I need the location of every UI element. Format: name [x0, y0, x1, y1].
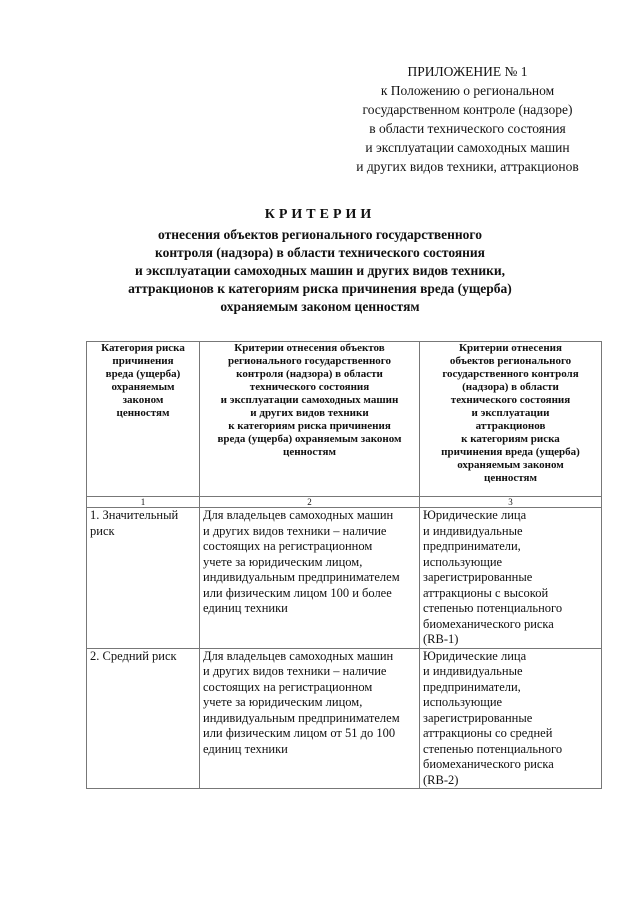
- header-risk-category: [87, 342, 200, 497]
- cell-line: биомеханического риска: [423, 616, 554, 631]
- header-line: Критерии отнесения: [459, 342, 562, 354]
- attractions-criteria-cell: [420, 648, 602, 789]
- column-number: 1: [87, 497, 200, 508]
- header-line: (надзора) в области: [462, 381, 559, 393]
- risk-category-cell: [87, 648, 200, 789]
- cell-line: и индивидуальные: [423, 664, 523, 678]
- criteria-title: КРИТЕРИИ: [264, 207, 376, 222]
- cell-line: аттракционы со средней: [423, 726, 553, 740]
- attractions-criteria-cell: [420, 508, 602, 649]
- cell-line: степенью потенциального: [423, 601, 563, 615]
- header-line: контроля (надзора) в области: [236, 368, 383, 380]
- appendix-line: государственном контроле (надзоре): [362, 102, 573, 117]
- machines-criteria-cell: [200, 648, 420, 789]
- cell-line: индивидуальным предпринимателем: [203, 710, 400, 725]
- header-line: объектов регионального: [449, 355, 572, 367]
- risk-category-cell: [87, 508, 200, 649]
- header-line: технического состояния: [249, 381, 370, 393]
- cell-line: Для владельцев самоходных машин: [203, 648, 394, 663]
- cell-line: единиц техники: [203, 741, 288, 756]
- cell-line: зарегистрированные: [423, 710, 533, 725]
- cell-line: единиц техники: [203, 601, 288, 615]
- cell-line: 1. Значительный: [90, 508, 179, 522]
- cell-line: предприниматели,: [423, 539, 521, 553]
- cell-line: состоящих на регистрационном: [203, 679, 373, 694]
- cell-line: и других видов техники – наличие: [203, 664, 387, 678]
- subtitle-line: аттракционов к категориям риска причинения вреда (ущерба): [128, 281, 512, 296]
- header-line: Критерии отнесения объектов: [234, 342, 385, 354]
- header-machines-criteria: [200, 342, 420, 497]
- appendix-line: в области технического состояния: [369, 121, 566, 136]
- header-line: аттракционов: [475, 420, 546, 432]
- risk-criteria-table: [86, 341, 602, 789]
- table-header-row: [87, 342, 602, 497]
- cell-line: учете за юридическим лицом,: [203, 695, 363, 709]
- cell-line: использующие: [423, 695, 503, 709]
- header-line: и эксплуатации: [471, 407, 550, 419]
- cell-line: предприниматели,: [423, 679, 521, 694]
- table-row: [87, 648, 602, 789]
- cell-line: учете за юридическим лицом,: [203, 554, 363, 569]
- header-line: государственного контроля: [442, 368, 579, 380]
- subtitle-line: охраняемым законом ценностям: [220, 299, 420, 314]
- header-line: и других видов техники: [250, 407, 369, 419]
- subtitle-line: отнесения объектов регионального государственного: [158, 227, 482, 242]
- cell-line: биомеханического риска: [423, 757, 554, 771]
- criteria-subtitle: [80, 226, 560, 316]
- cell-line: Для владельцев самоходных машин: [203, 508, 394, 522]
- cell-line: (RB-1): [423, 632, 459, 646]
- column-number-row: [87, 497, 602, 508]
- header-line: ценностям: [116, 407, 170, 419]
- cell-line: риск: [90, 523, 115, 538]
- header-line: ценностям: [283, 446, 336, 458]
- header-line: к категориям риска: [461, 433, 560, 445]
- cell-line: и индивидуальные: [423, 523, 523, 538]
- cell-line: Юридические лица: [423, 508, 527, 522]
- header-line: технического состояния: [450, 394, 571, 406]
- header-line: и эксплуатации самоходных машин: [220, 394, 399, 406]
- appendix-line: к Положению о региональном: [380, 83, 555, 98]
- cell-line: или физическим лицом 100 и более: [203, 585, 392, 600]
- appendix-heading: [330, 62, 605, 176]
- header-line: причинения: [112, 355, 174, 367]
- appendix-line: и других видов техники, аттракционов: [356, 159, 579, 174]
- cell-line: зарегистрированные: [423, 570, 533, 584]
- column-number: 2: [200, 497, 420, 508]
- header-line: вреда (ущерба) охраняемым законом: [217, 433, 402, 445]
- header-attractions-criteria: [420, 342, 602, 497]
- header-line: законом: [122, 394, 164, 406]
- header-line: Категория риска: [101, 342, 185, 354]
- cell-line: или физическим лицом от 51 до 100: [203, 726, 396, 740]
- cell-line: использующие: [423, 554, 503, 569]
- subtitle-line: контроля (надзора) в области технического состояния: [155, 245, 485, 260]
- cell-line: состоящих на регистрационном: [203, 539, 373, 553]
- subtitle-line: и эксплуатации самоходных машин и других видов техники,: [134, 263, 506, 278]
- header-line: ценностям: [484, 472, 537, 484]
- header-line: регионального государственного: [227, 355, 392, 367]
- cell-line: и других видов техники – наличие: [203, 523, 387, 538]
- table-row: [87, 508, 602, 649]
- header-line: причинения вреда (ущерба): [441, 446, 580, 458]
- cell-line: степенью потенциального: [423, 741, 563, 756]
- machines-criteria-cell: [200, 508, 420, 649]
- header-line: вреда (ущерба): [105, 368, 181, 380]
- cell-line: аттракционы с высокой: [423, 585, 549, 600]
- cell-line: (RB-2): [423, 772, 459, 787]
- header-line: к категориям риска причинения: [228, 420, 391, 432]
- column-number: 3: [420, 497, 602, 508]
- header-line: охраняемым: [111, 381, 175, 393]
- appendix-line: и эксплуатации самоходных машин: [365, 140, 570, 155]
- cell-line: Юридические лица: [423, 648, 527, 663]
- header-line: охраняемым законом: [457, 459, 564, 471]
- cell-line: индивидуальным предпринимателем: [203, 570, 400, 584]
- appendix-number: ПРИЛОЖЕНИЕ № 1: [407, 64, 528, 79]
- cell-line: 2. Средний риск: [90, 648, 177, 663]
